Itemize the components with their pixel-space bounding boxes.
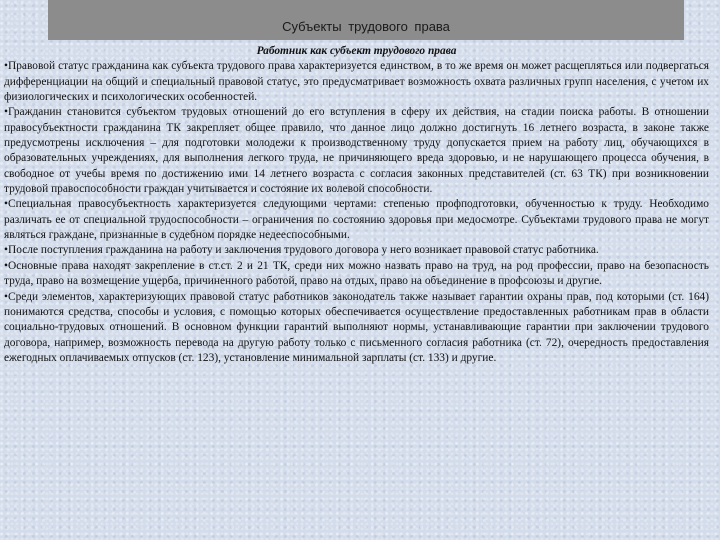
bullet-icon: •: [4, 60, 8, 73]
bullet-icon: •: [4, 290, 8, 303]
bullet-icon: •: [4, 259, 8, 272]
paragraph-employee-status: [4, 243, 709, 258]
bullet-icon: •: [4, 244, 8, 257]
slide-body: [4, 44, 709, 366]
bullet-icon: •: [4, 106, 8, 119]
slide-title: Субъекты трудового права: [282, 19, 450, 34]
paragraph-basic-rights: [4, 259, 709, 290]
paragraph-legal-status: [4, 59, 709, 105]
paragraph-text: Среди элементов, характеризующих правовой статус работников законодатель также называет гарантии охраны прав, под которыми (ст. 164) понимаются средства, способы и условия, с помощью которых обеспечивается осуществление предоставленных работникам прав в области социально-трудовых отношений. В основном функции гарантий выполняют нормы, устанавливающие гарантии при заключении трудового договора, например, возможность перевода на другую работу только с письменного согласия работника (ст. 72), очередность предоставления ежегодных оплачиваемых отпусков (ст. 123), установление минимальной зарплаты (ст. 133) и другие.: [4, 290, 709, 364]
paragraph-guarantees: [4, 290, 709, 367]
paragraph-text: Правовой статус гражданина как субъекта трудового права характеризуется единством, в то же время он может расщепляться или подвергаться дифференциации на общий и специальный правовой статус, это предусматривает возможность охвата различных групп населения, с учетом их физиологических и психологических особенностей.: [4, 60, 709, 104]
paragraph-text: После поступления гражданина на работу и заключения трудового договора у него возникает правовой статус работника.: [8, 244, 599, 257]
paragraph-text: Специальная правосубъектность характеризуется следующими чертами: степенью профподготовки, обученностью к труду. Необходимо различать ее от специальной трудоспособности – ограничения по состоянию здоровья при медосмотре. Субъектами трудового права не могут являться граждане, признанные в судебном порядке недееспособными.: [4, 198, 709, 242]
section-subheading: Работник как субъект трудового права: [256, 45, 457, 57]
paragraph-legal-capacity: [4, 105, 709, 197]
paragraph-text: Гражданин становится субъектом трудовых отношений до его вступления в сферу их действия, на стадии поиска работы. В отношении правосубъектности гражданина ТК закрепляет общее правило, что данное лицо должно достигнуть 16 летнего возраста, в законе также предусмотрены исключения – для подготовки молодежи к производственному труду допускается прием на работу лиц, обучающихся в образовательных учреждениях, для выполнения легкого труда, не причиняющего вреда здоровью, и не нарушающего процесса обучения, в свободное от учебы время по достижению ими 14 летнего возраста с согласия законных представителей (ст. 63 ТК) при возникновении трудовой правоспособности граждан учитывается и состояние их волевой способности.: [4, 106, 709, 196]
paragraph-text: Основные права находят закрепление в ст.ст. 2 и 21 ТК, среди них можно назвать право на труд, на род профессии, право на безопасность труда, право на возмещение ущерба, причиненного работой, право на отдых, право на объединение в профсоюзы и другие.: [4, 259, 709, 288]
bullet-icon: •: [4, 198, 8, 211]
paragraph-special-capacity: [4, 197, 709, 243]
